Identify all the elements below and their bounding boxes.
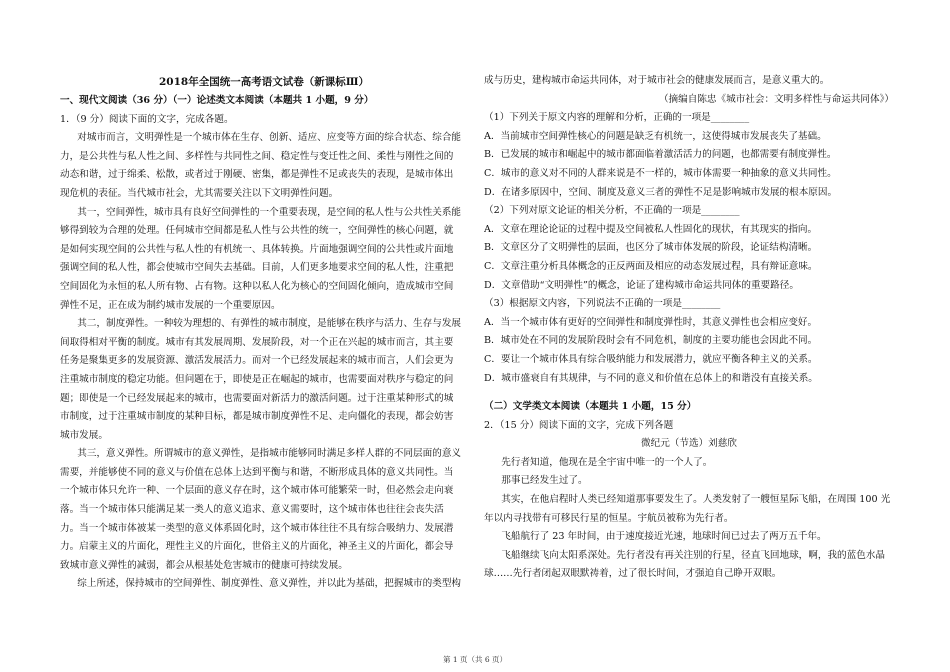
q2-intro: 2．（15 分）阅读下面的文字，完成下列各题 [484,419,674,431]
question-option: D．城市盛衰自有其规律，与不同的意义和价值在总体上的和谐没有直接关系。 [484,372,818,384]
passage-line: 间取得相对平衡的制度。城市有其发展周期、发展阶段，对一个正在兴起的城市而言，其主要 [60,336,454,348]
passage-line: 弹性不足，正在成为制约城市发展的一个重要原因。 [60,299,281,311]
passage-line: 其一，空间弹性，城市具有良好空间弹性的一个重要表现，是空间的私人性与公共性关系能 [77,206,462,218]
question-option: B．城市处在不同的发展阶段时会有不同危机，制度的主要功能也会因此不同。 [484,335,818,347]
question-stem: （1）下列关于原文内容的理解和分析，正确的一项是________ [484,112,750,124]
question-option: D．在诸多原因中，空间、制度及意义三者的弹性不足是影响城市发展的根本原因。 [484,186,838,198]
question-option: B．文章区分了文明弹性的层面，也区分了城市体发展的阶段，论证结构清晰。 [484,242,818,254]
question-option: A．文章在理论论证的过程中提及空间被私人性固化的现状，有其现实的指向。 [484,223,818,235]
passage-line: 其二，制度弹性。一种较为理想的、有弹性的城市制度，是能够在秩序与活力、生存与发展 [77,318,462,330]
right-column [484,72,894,584]
page-footer: 第 1 页（共 6 页） [442,655,508,664]
question-option: A．当一个城市体有更好的空间弹性和制度弹性时，其意义弹性也会相应变好。 [484,316,818,328]
passage-line: 力。当一个城市体被某一类型的意义体系固化时，这个城市体往往不具有综合吸纳力、发展潜 [60,522,454,534]
question-stem: （2）下列对原文论证的相关分析，不正确的一项是________ [484,205,740,217]
passage-line: 空间固化为永恒的私人所有物、占有物。这种以私人化为核心的空间固化倾向，造成城市空间 [60,280,454,292]
question-option: B．已发展的城市和崛起中的城市都面临着激活活力的问题，也都需要有制度弹性。 [484,149,837,161]
passage-line: 现危机的表征。当代城市社会，尤其需要关注以下文明弹性问题。 [60,187,339,199]
q1-intro: 1．（9 分）阅读下面的文字，完成各题。 [60,113,234,125]
story-title: 微纪元（节选）刘慈欣 [641,438,737,450]
story-line: 先行者知道，他现在是全宇宙中唯一的一个人了。 [501,456,713,468]
passage-line: 任务是聚集更多的发展资源、激活发展活力。而对一个已经发展起来的城市而言，人们会更为 [60,355,454,367]
story-line: 其实，在他启程时人类已经知道那事要发生了。人类发射了一艘恒星际飞船，在周围 100 光 [501,494,891,506]
question-option: C．要让一个城市体具有综合吸纳能力和发展潜力，就应平衡各种主义的关系。 [484,353,818,365]
story-body [484,454,894,584]
passage-body [60,129,468,594]
section1-header: 一、现代文阅读（36 分）（一）论述类文本阅读（本题共 1 小题，9 分） [60,95,374,106]
passage-line: 强调空间的私人性，都会使城市空间失去基础。目前，人们更多地要求空间的私人性，注重把 [60,262,454,274]
passage-line: 题；即使是一个已经发展起来的城市，也需要面对新活力的激活问题。过于注重某种形式的城 [60,392,454,404]
passage-line: 力。启蒙主义的片面化，理性主义的片面化，世俗主义的片面化，神圣主义的片面化，都会导 [60,541,454,553]
passage-line: 动态和谐，过于绵柔、松散，或者过于刚硬、密集，都是弹性不足或丧失的表现，是城市体出 [60,169,454,181]
passage-line: 城市发展。 [60,429,108,441]
passage-line: 对城市而言，文明弹性是一个城市体在生存、创新、适应、应变等方面的综合状态、综合能 [77,132,462,144]
passage-line: 一个城市体只允许一种、一个层面的意义存在时，这个城市体可能繁荣一时，但必然会走向衰 [60,485,454,497]
question-option: C．城市的意义对不同的人群来说是不一样的，城市体需要一种抽象的意义共同性。 [484,167,837,179]
questions-block [484,109,894,388]
question-option: D．文章借助“文明弹性”的概念，论证了建构城市命运共同体的重要路径。 [484,279,799,291]
passage-line: 其三，意义弹性。所谓城市的意义弹性，是指城市能够同时满足多样人群的不同层面的意义 [77,448,462,460]
passage-line: 市制度，过于注重城市制度的某种目标，都是城市制度弹性不足、走向僵化的表现，都会妨害 [60,411,454,423]
passage-line: 够得到较为合理的处理。任何城市空间都是私人性与公共性的统一，空间弹性的核心问题，就 [60,225,454,237]
paper-title: 2018年全国统一高考语文试卷（新课标Ⅲ） [158,76,369,88]
passage-line: 致城市意义弹性的减弱，都会从根基处危害城市的健康可持续发展。 [60,559,348,571]
story-line: 那事已经发生过了。 [501,475,588,487]
passage-line: 落。当一个城市体只能满足某一类人的意义追求、意义需要时，这个城市体也往往会丧失活 [60,504,444,516]
question-option: C．文章注重分析具体概念的正反两面及相应的动态发展过程，具有辩证意味。 [484,260,818,272]
story-line: 飞船继续飞向太阳系深处。先行者没有再关注别的行星，径直飞回地球，啊，我的蓝色水晶 [501,549,886,561]
question-option: A．当前城市空间弹性核心的问题是缺乏有机统一，这使得城市发展丧失了基础。 [484,130,827,142]
passage-line: 力，是公共性与私人性之间、多样性与共同性之间、稳定性与变迁性之间、柔性与刚性之间的 [60,150,454,162]
passage-line: 综上所述，保持城市的空间弹性、制度弹性、意义弹性，并以此为基础，把握城市的类型构 [77,578,462,590]
section2-header: （二）文学类文本阅读（本题共 1 小题，15 分） [484,401,697,413]
question-stem: （3）根据原文内容，下列说法不正确的一项是________ [484,298,721,310]
left-column [60,72,468,594]
story-line: 年以内寻找带有可移民行星的恒星。宇航员被称为先行者。 [484,512,734,524]
story-line: 球……先行者闭起双眼默祷着，过了很长时间，才强迫自己睁开双眼。 [484,568,782,580]
citation: （摘编自陈忠《城市社会：文明多样性与命运共同体》） [658,93,894,105]
passage-line: 注重城市制度的稳定功能。但问题在于，即使是正在崛起的城市，也需要面对秩序与稳定的问 [60,373,454,385]
passage-continued: 成与历史，建构城市命运共同体，对于城市社会的健康发展而言，是意义重大的。 [484,75,830,86]
story-line: 飞船航行了 23 年时间，由于速度接近光速，地球时间已过去了两万五千年。 [501,531,827,543]
passage-line: 需要，并能够使不同的意义与价值在总体上达到平衡与和谐，不断形成具体的意义共同性。当 [60,466,454,478]
passage-line: 是如何实现空间的公共性与私人性的有机统一、具体转换。片面地强调空间的公共性或片面地 [60,243,454,255]
